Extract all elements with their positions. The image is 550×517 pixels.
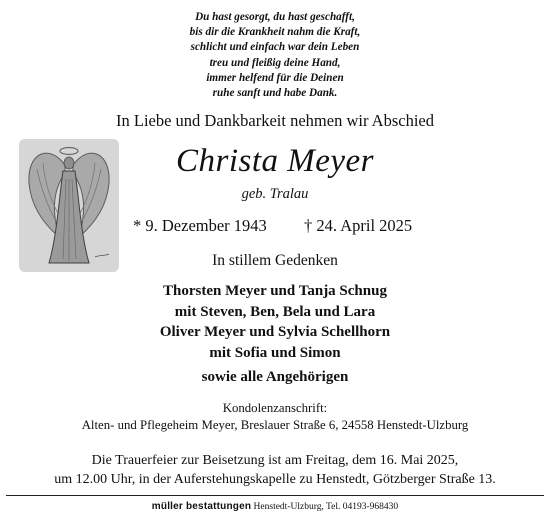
poem-line: ruhe sanft und habe Dank.	[212, 87, 338, 100]
condolence-address: Alten- und Pflegeheim Meyer, Breslauer Straße 6, 24558 Henstedt-Ulzburg	[81, 418, 469, 432]
footer	[0, 501, 550, 512]
poem-line: treu und fleißig deine Hand,	[209, 56, 341, 69]
poem-line: schlicht und einfach war dein Leben	[190, 41, 360, 54]
poem	[0, 10, 550, 101]
farewell-line: In Liebe und Dankbarkeit nehmen wir Abschied	[116, 111, 434, 130]
mourner-line: mit Steven, Ben, Bela und Lara	[174, 303, 376, 320]
memory-line: In stillem Gedenken	[212, 252, 338, 269]
birth-date: * 9. Dezember 1943	[133, 216, 267, 235]
maiden-name: geb. Tralau	[241, 186, 309, 202]
poem-line: bis dir die Krankheit nahm die Kraft,	[189, 26, 361, 39]
footer-divider	[6, 495, 544, 496]
deceased-name: Christa Meyer	[175, 143, 375, 179]
mourner-line: Thorsten Meyer und Tanja Schnug	[163, 283, 387, 299]
service-info	[0, 451, 550, 489]
relatives-line: sowie alle Angehörigen	[201, 369, 349, 385]
funeral-home-logo: müller bestattungen	[151, 501, 252, 512]
funeral-home-contact: Henstedt-Ulzburg, Tel. 04193-968430	[253, 502, 399, 512]
mourners-list	[0, 281, 550, 363]
poem-line: immer helfend für die Deinen	[206, 71, 344, 84]
mourner-line: Oliver Meyer und Sylvia Schellhorn	[159, 324, 391, 340]
condolence-label: Kondolenzanschrift:	[222, 401, 328, 415]
mourner-line: mit Sofia und Simon	[209, 344, 341, 361]
poem-line: Du hast gesorgt, du hast geschafft,	[195, 11, 355, 23]
service-line: Die Trauerfeier zur Beisetzung ist am Freitag, dem 16. Mai 2025,	[91, 453, 459, 468]
death-date: † 24. April 2025	[304, 216, 413, 235]
service-line: um 12.00 Uhr, in der Auferstehungskapelle zu Henstedt, Götzberger Straße 13.	[54, 472, 496, 487]
